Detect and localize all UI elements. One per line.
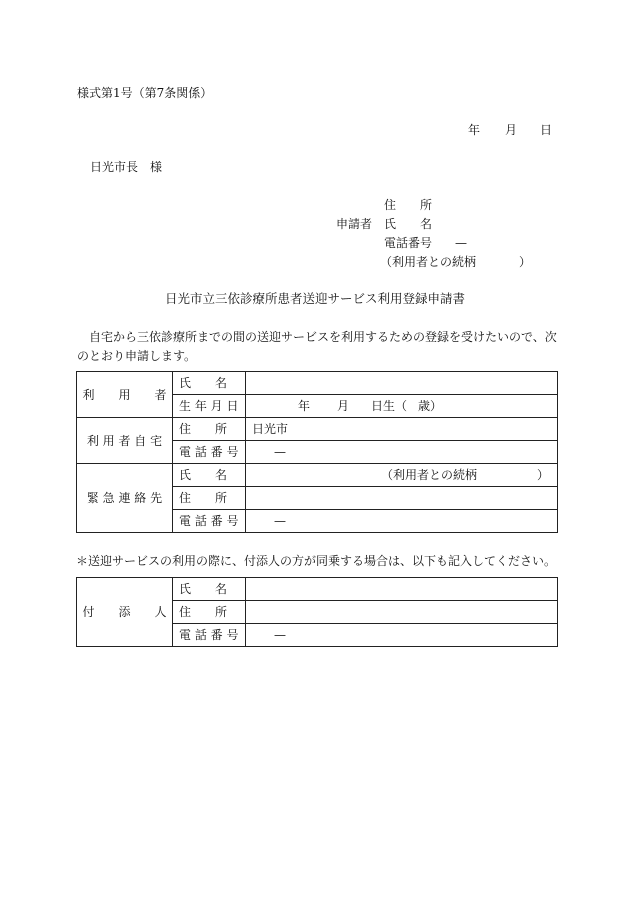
intro-line-2: のとおり申請します。: [77, 349, 197, 363]
applicant-name-label: 氏 名: [384, 217, 433, 231]
attendant-phone-label-text: 電 話 番 号: [179, 628, 239, 642]
emergency-relation-close: ）: [536, 468, 549, 482]
emergency-name-field[interactable]: [246, 464, 558, 487]
home-phone-label-text: 電 話 番 号: [179, 445, 239, 459]
home-phone-field[interactable]: [246, 441, 558, 464]
attendant-name-field[interactable]: [246, 578, 558, 601]
addressee: 日光市長 様: [90, 160, 163, 174]
user-info-table: [76, 371, 558, 533]
attendant-phone-dash: —: [274, 628, 286, 642]
applicant-heading: 申請者: [336, 217, 373, 231]
emergency-address-label: [173, 487, 246, 510]
home-address-field[interactable]: [246, 418, 558, 441]
attendant-note: ＊送迎サービスの利用の際に、付添人の方が同乗する場合は、以下も記入してください。: [76, 554, 557, 568]
date-year-label: 年: [468, 123, 481, 137]
attendant-name-label-text: 氏 名: [179, 582, 228, 596]
applicant-relation-close: ）: [519, 255, 532, 269]
document-title: 日光市立三依診療所患者送迎サービス利用登録申請書: [164, 291, 465, 306]
user-birth-label-text: 生 年 月 日: [179, 399, 239, 413]
attendant-address-field[interactable]: [246, 601, 558, 624]
applicant-phone-label: 電話番号: [384, 236, 433, 250]
emergency-relation-open: （利用者との続柄: [381, 468, 478, 482]
home-address-label-text: 住 所: [179, 422, 228, 436]
attendant-address-label-text: 住 所: [179, 605, 228, 619]
user-name-label: [173, 372, 246, 395]
user-name-field[interactable]: [246, 372, 558, 395]
home-address-label: [173, 418, 246, 441]
intro-line-1: 自宅から三依診療所までの間の送迎サービスを利用するための登録を受けたいので、次: [89, 330, 557, 344]
form-number: 様式第1号（第7条関係）: [77, 86, 213, 100]
birth-age-label: 歳）: [418, 399, 443, 413]
user-name-label-text: 氏 名: [179, 376, 228, 390]
applicant-relation-open: （利用者との続柄: [380, 255, 477, 269]
home-phone-dash: —: [274, 445, 286, 459]
attendant-table: [76, 577, 558, 647]
attendant-address-label: [173, 601, 246, 624]
applicant-address-label: 住 所: [384, 198, 433, 212]
table-row: [77, 578, 558, 601]
user-heading: 利 用 者: [77, 372, 173, 418]
applicant-phone-dash: —: [455, 236, 467, 250]
emergency-phone-label: [173, 510, 246, 533]
birth-day-label: 日生（: [371, 399, 408, 413]
home-heading: 利 用 者 自 宅: [77, 418, 173, 464]
home-phone-label: [173, 441, 246, 464]
emergency-heading: 緊 急 連 絡 先: [77, 464, 173, 533]
emergency-name-label-text: 氏 名: [179, 468, 228, 482]
date-month-label: 月: [505, 123, 518, 137]
home-address-value: 日光市: [252, 422, 289, 436]
birth-year-label: 年: [298, 399, 311, 413]
user-birth-field[interactable]: [246, 395, 558, 418]
user-birth-label: [173, 395, 246, 418]
table-row: [77, 418, 558, 441]
table-row: [77, 372, 558, 395]
emergency-phone-dash: —: [274, 514, 286, 528]
attendant-phone-label: [173, 624, 246, 647]
attendant-phone-field[interactable]: [246, 624, 558, 647]
attendant-name-label: [173, 578, 246, 601]
date-day-label: 日: [540, 123, 553, 137]
emergency-phone-field[interactable]: [246, 510, 558, 533]
attendant-heading: 付 添 人: [77, 578, 173, 647]
emergency-phone-label-text: 電 話 番 号: [179, 514, 239, 528]
table-row: [77, 464, 558, 487]
birth-month-label: 月: [337, 399, 350, 413]
emergency-name-label: [173, 464, 246, 487]
emergency-address-field[interactable]: [246, 487, 558, 510]
emergency-address-label-text: 住 所: [179, 491, 228, 505]
